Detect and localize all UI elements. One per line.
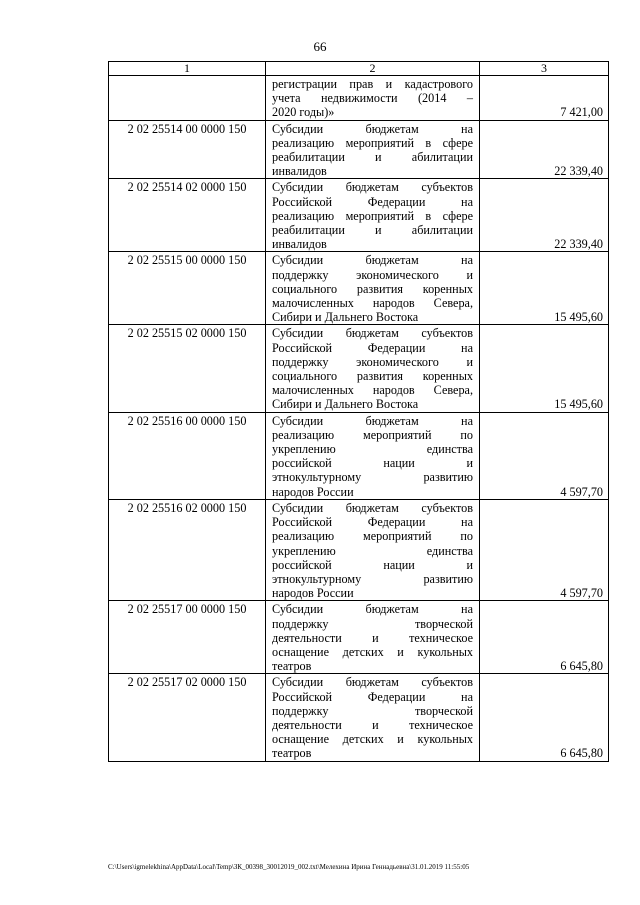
description-line: укреплению единства <box>272 543 473 558</box>
classification-code: 2 02 25515 00 0000 150 <box>109 252 266 325</box>
table-header-row <box>109 62 609 76</box>
description-line: деятельности и техническое <box>272 630 473 645</box>
budget-table-body <box>109 62 609 762</box>
description-line: учета недвижимости (2014 – <box>272 91 473 106</box>
description-line: реабилитации и абилитации <box>272 223 473 238</box>
description-line: этнокультурному развитию <box>272 470 473 485</box>
description-line: социального развития коренных <box>272 369 473 384</box>
amount-value: 22 339,40 <box>480 179 609 252</box>
amount-value: 22 339,40 <box>480 120 609 179</box>
table-row <box>109 325 609 412</box>
description-line: малочисленных народов Севера, <box>272 296 473 311</box>
classification-code: 2 02 25517 00 0000 150 <box>109 601 266 674</box>
description-line: поддержку творческой <box>272 616 473 631</box>
amount-value: 6 645,80 <box>480 674 609 761</box>
description-line: поддержку творческой <box>272 703 473 718</box>
amount-value: 15 495,60 <box>480 252 609 325</box>
revenue-description <box>266 76 480 121</box>
amount-value: 15 495,60 <box>480 325 609 412</box>
description-line: народов России <box>272 586 354 601</box>
classification-code: 2 02 25516 02 0000 150 <box>109 499 266 600</box>
budget-table <box>108 61 609 762</box>
description-line: Субсидии бюджетам субъектов <box>272 675 473 690</box>
amount-value: 6 645,80 <box>480 601 609 674</box>
description-line: Российской Федерации на <box>272 689 473 704</box>
description-line: 2020 годы)» <box>272 105 335 120</box>
description-line: оснащение детских и кукольных <box>272 644 473 659</box>
description-line: театров <box>272 746 312 761</box>
table-row <box>109 252 609 325</box>
amount-value: 4 597,70 <box>480 412 609 499</box>
description-line: Субсидии бюджетам на <box>272 253 473 268</box>
description-line: народов России <box>272 484 354 499</box>
description-line: российской нации и <box>272 456 473 471</box>
description-line: Российской Федерации на <box>272 515 473 530</box>
description-line: Сибири и Дальнего Востока <box>272 310 419 325</box>
description-line: Субсидии бюджетам на <box>272 121 473 136</box>
description-line: Субсидии бюджетам субъектов <box>272 180 473 195</box>
description-line: поддержку экономического и <box>272 354 473 369</box>
description-line: деятельности и техническое <box>272 717 473 732</box>
table-row <box>109 76 609 121</box>
table-row <box>109 412 609 499</box>
description-line: реализацию мероприятий по <box>272 529 473 544</box>
revenue-description <box>266 499 480 600</box>
description-line: российской нации и <box>272 557 473 572</box>
amount-value: 7 421,00 <box>480 76 609 121</box>
table-row <box>109 674 609 761</box>
column-header-2: 2 <box>266 62 480 76</box>
description-line: инвалидов <box>272 164 327 179</box>
description-line: реабилитации и абилитации <box>272 150 473 165</box>
revenue-description <box>266 179 480 252</box>
revenue-description <box>266 120 480 179</box>
description-line: поддержку экономического и <box>272 267 473 282</box>
revenue-description <box>266 412 480 499</box>
description-line: оснащение детских и кукольных <box>272 732 473 747</box>
classification-code: 2 02 25515 02 0000 150 <box>109 325 266 412</box>
description-line: укреплению единства <box>272 442 473 457</box>
column-header-3: 3 <box>480 62 609 76</box>
revenue-description <box>266 252 480 325</box>
description-line: инвалидов <box>272 237 327 252</box>
amount-value: 4 597,70 <box>480 499 609 600</box>
description-line: Субсидии бюджетам на <box>272 602 473 617</box>
description-line: Субсидии бюджетам на <box>272 413 473 428</box>
description-line: Российской Федерации на <box>272 340 473 355</box>
classification-code: 2 02 25517 02 0000 150 <box>109 674 266 761</box>
file-path-footer: C:\Users\igmelekhina\AppData\Local\Temp\ЗК_00398_30012019_002.txt\Мелехина Ирина Геннадьевна\31.01.2019 11:55:05 <box>108 863 470 871</box>
table-row <box>109 120 609 179</box>
description-line: этнокультурному развитию <box>272 571 473 586</box>
page-number: 66 <box>313 39 327 54</box>
description-line: Субсидии бюджетам субъектов <box>272 326 473 341</box>
table-row <box>109 499 609 600</box>
classification-code: 2 02 25514 02 0000 150 <box>109 179 266 252</box>
revenue-description <box>266 601 480 674</box>
description-line: театров <box>272 659 312 674</box>
description-line: Сибири и Дальнего Востока <box>272 397 419 412</box>
classification-code <box>109 76 266 121</box>
description-line: малочисленных народов Севера, <box>272 383 473 398</box>
revenue-description <box>266 674 480 761</box>
description-line: реализацию мероприятий по <box>272 427 473 442</box>
classification-code: 2 02 25516 00 0000 150 <box>109 412 266 499</box>
table-row <box>109 179 609 252</box>
column-header-1: 1 <box>109 62 266 76</box>
description-line: реализацию мероприятий в сфере <box>272 135 473 150</box>
description-line: реализацию мероприятий в сфере <box>272 208 473 223</box>
description-line: регистрации прав и кадастрового <box>272 77 473 91</box>
classification-code: 2 02 25514 00 0000 150 <box>109 120 266 179</box>
table-row <box>109 601 609 674</box>
description-line: Российской Федерации на <box>272 194 473 209</box>
description-line: социального развития коренных <box>272 281 473 296</box>
revenue-description <box>266 325 480 412</box>
description-line: Субсидии бюджетам субъектов <box>272 500 473 515</box>
